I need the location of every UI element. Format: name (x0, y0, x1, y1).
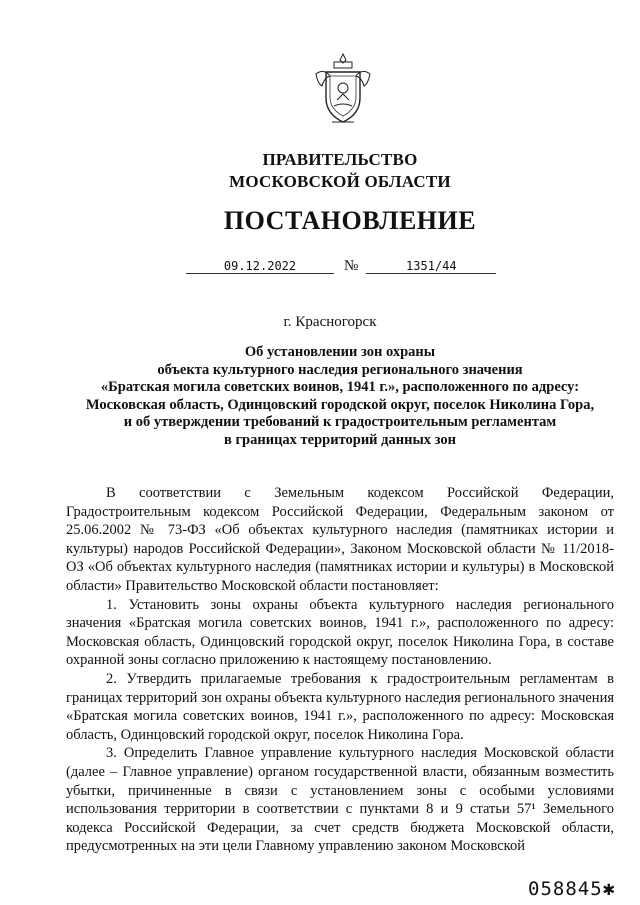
item-2-paragraph: 2. Утвердить прилагаемые требования к градостроительным регламентам в границах территорий зон охраны объекта культурного наследия регионального значения «Братская могила советских воинов, 1941 г.», расположенного по адресу: Московская область, Одинцовский городской округ, поселок Николина Гора. (66, 670, 614, 743)
number-sign: № (344, 258, 359, 274)
star-icon: ✱ (602, 876, 616, 900)
serial-digits: 058845 (528, 878, 603, 900)
decree-body (66, 484, 614, 856)
subject-line: Московская область, Одинцовский городской округ, поселок Николина Гора, (85, 396, 595, 413)
document-type-title: ПОСТАНОВЛЕНИЕ (223, 206, 477, 235)
subject-line: «Братская могила советских воинов, 1941 г.», расположенного по адресу: (100, 379, 580, 395)
government-title-line1: ПРАВИТЕЛЬСТВО (262, 150, 418, 169)
subject-line: Об установлении зон охраны (244, 344, 436, 360)
registration-line (186, 258, 496, 275)
subject-line: и об утверждении требований к градостроительным регламентам (123, 414, 557, 430)
coat-of-arms-icon (312, 52, 374, 126)
government-title-line2: МОСКОВСКОЙ ОБЛАСТИ (229, 172, 451, 191)
serial-number (528, 876, 616, 900)
decree-date: 09.12.2022 (186, 259, 334, 274)
item-1-paragraph: 1. Установить зоны охраны объекта культурного наследия регионального значения «Братская могила советских воинов, 1941 г.», расположенного по адресу: Московская область, Одинцовский городской округ, поселок Николина Гора, в составе охранной зоны согласно приложению к настоящему постановлению. (66, 596, 614, 669)
decree-number: 1351/44 (366, 259, 496, 274)
city-line: г. Красногорск (283, 314, 377, 330)
intro-paragraph: В соответствии с Земельным кодексом Российской Федерации, Градостроительным кодексом Российской Федерации, Федеральным законом от 25.06.2002 № 73-ФЗ «Об объектах культурного наследия (памятниках истории и культуры) народов Российской Федерации», Законом Московской области № 11/2018-ОЗ «Об объектах культурного наследия (памятниках истории и культуры) в Московской области» Правительство Московской области постановляет: (66, 485, 614, 594)
subject-line: в границах территорий данных зон (224, 431, 456, 448)
subject-line: объекта культурного наследия регионального значения (157, 361, 523, 378)
decree-subject (70, 344, 610, 449)
item-3-paragraph: 3. Определить Главное управление культурного наследия Московской области (далее – Главное управление) органом государственной власти, обязанным возместить убытки, причиненные в связи с установлением зоны с особыми условиями использования территории в соответствии с пунктами 8 и 9 статьи 57¹ Земельного кодекса Российской Федерации, за счет средств бюджета Московской области, предусмотренных на эти цели Главному управлению законом Московской (66, 745, 614, 855)
